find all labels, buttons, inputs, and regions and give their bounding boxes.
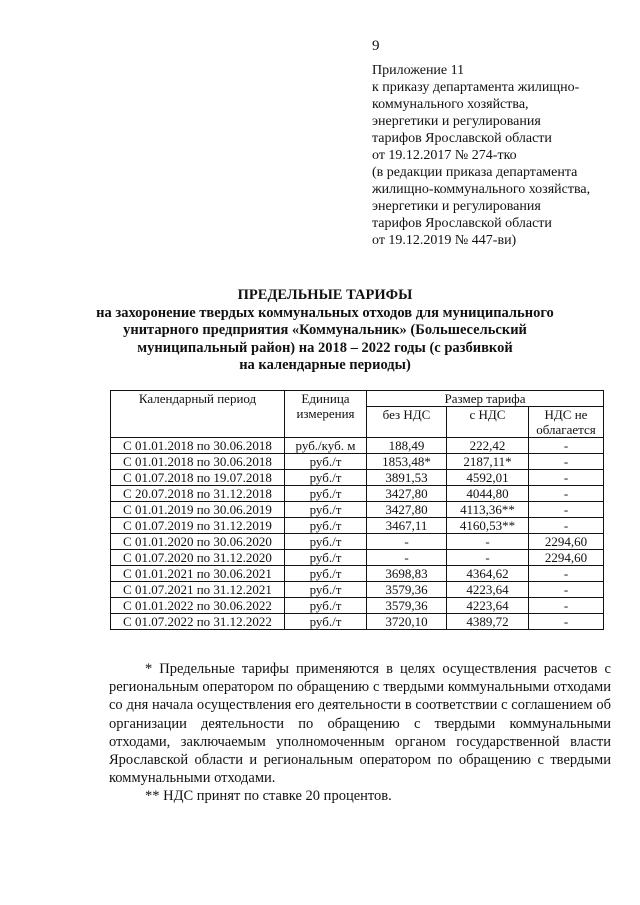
cell-without-vat: - — [367, 550, 447, 566]
header-unit: Единица измерения — [285, 391, 367, 438]
cell-unit: руб./т — [285, 454, 367, 470]
appendix-line: от 19.12.2019 № 447-ви) — [372, 233, 517, 248]
cell-without-vat: 188,49 — [367, 438, 447, 454]
cell-period: С 01.01.2021 по 30.06.2021 — [111, 566, 285, 582]
table-row — [111, 470, 604, 486]
tariff-table — [110, 390, 604, 630]
appendix-line: тарифов Ярославской области — [372, 216, 552, 231]
cell-with-vat: 4044,80 — [447, 486, 529, 502]
cell-unit: руб./т — [285, 566, 367, 582]
cell-without-vat: - — [367, 534, 447, 550]
table-row — [111, 582, 604, 598]
table-row — [111, 614, 604, 630]
title-line: на календарные периоды) — [239, 357, 411, 373]
cell-period: С 01.07.2018 по 19.07.2018 — [111, 470, 285, 486]
document-title — [95, 287, 555, 375]
appendix-line: коммунального хозяйства, — [372, 97, 529, 112]
cell-vat-exempt: - — [529, 470, 604, 486]
appendix-line: от 19.12.2017 № 274-тко — [372, 148, 517, 163]
cell-vat-exempt: - — [529, 486, 604, 502]
table-row — [111, 518, 604, 534]
cell-unit: руб./т — [285, 486, 367, 502]
cell-period: С 01.01.2020 по 30.06.2020 — [111, 534, 285, 550]
cell-period: С 01.07.2021 по 31.12.2021 — [111, 582, 285, 598]
title-line: унитарного предприятия «Коммунальник» (Большесельский — [123, 322, 527, 338]
cell-vat-exempt: - — [529, 502, 604, 518]
cell-period: С 01.01.2018 по 30.06.2018 — [111, 438, 285, 454]
cell-unit: руб./т — [285, 518, 367, 534]
header-without-vat: без НДС — [367, 407, 447, 438]
cell-without-vat: 3427,80 — [367, 502, 447, 518]
appendix-line: энергетики и регулирования — [372, 114, 541, 129]
appendix-line: Приложение 11 — [372, 63, 465, 78]
cell-vat-exempt: - — [529, 518, 604, 534]
cell-period: С 01.01.2022 по 30.06.2022 — [111, 598, 285, 614]
cell-vat-exempt: - — [529, 438, 604, 454]
cell-with-vat: 4223,64 — [447, 582, 529, 598]
footnotes — [109, 660, 611, 806]
footnote-vat-rate: ** НДС принят по ставке 20 процентов. — [145, 788, 392, 805]
cell-without-vat: 3467,11 — [367, 518, 447, 534]
cell-vat-exempt: - — [529, 598, 604, 614]
cell-vat-exempt: 2294,60 — [529, 534, 604, 550]
cell-vat-exempt: 2294,60 — [529, 550, 604, 566]
cell-without-vat: 3891,53 — [367, 470, 447, 486]
cell-without-vat: 1853,48* — [367, 454, 447, 470]
cell-with-vat: 4389,72 — [447, 614, 529, 630]
cell-unit: руб./куб. м — [285, 438, 367, 454]
cell-with-vat: 222,42 — [447, 438, 529, 454]
cell-without-vat: 3698,83 — [367, 566, 447, 582]
cell-unit: руб./т — [285, 550, 367, 566]
cell-without-vat: 3579,36 — [367, 582, 447, 598]
cell-unit: руб./т — [285, 614, 367, 630]
cell-unit: руб./т — [285, 598, 367, 614]
cell-unit: руб./т — [285, 534, 367, 550]
header-with-vat: с НДС — [447, 407, 529, 438]
cell-with-vat: 4592,01 — [447, 470, 529, 486]
table-row — [111, 550, 604, 566]
cell-vat-exempt: - — [529, 566, 604, 582]
table-row — [111, 454, 604, 470]
cell-unit: руб./т — [285, 502, 367, 518]
title-heading: ПРЕДЕЛЬНЫЕ ТАРИФЫ — [237, 287, 413, 303]
cell-without-vat: 3579,36 — [367, 598, 447, 614]
table-row — [111, 438, 604, 454]
cell-without-vat: 3720,10 — [367, 614, 447, 630]
cell-period: С 01.07.2019 по 31.12.2019 — [111, 518, 285, 534]
appendix-line: жилищно-коммунального хозяйства, — [372, 182, 591, 197]
cell-unit: руб./т — [285, 470, 367, 486]
cell-with-vat: - — [447, 534, 529, 550]
appendix-reference — [372, 62, 632, 249]
appendix-line: к приказу департамента жилищно- — [372, 80, 580, 95]
cell-with-vat: 4223,64 — [447, 598, 529, 614]
cell-vat-exempt: - — [529, 582, 604, 598]
cell-vat-exempt: - — [529, 454, 604, 470]
header-tariff-size: Размер тарифа — [367, 391, 604, 407]
table-row — [111, 534, 604, 550]
cell-period: С 01.07.2020 по 31.12.2020 — [111, 550, 285, 566]
appendix-line: (в редакции приказа департамента — [372, 165, 578, 180]
cell-period: С 01.01.2018 по 30.06.2018 — [111, 454, 285, 470]
cell-without-vat: 3427,80 — [367, 486, 447, 502]
cell-with-vat: 2187,11* — [447, 454, 529, 470]
cell-unit: руб./т — [285, 582, 367, 598]
appendix-line: энергетики и регулирования — [372, 199, 541, 214]
table-row — [111, 566, 604, 582]
table-row — [111, 598, 604, 614]
cell-period: С 01.07.2022 по 31.12.2022 — [111, 614, 285, 630]
cell-with-vat: 4160,53** — [447, 518, 529, 534]
appendix-line: тарифов Ярославской области — [372, 131, 552, 146]
page-number: 9 — [372, 38, 380, 54]
table-row — [111, 486, 604, 502]
title-line: муниципальный район) на 2018 – 2022 годы (с разбивкой — [137, 339, 513, 356]
cell-with-vat: 4113,36** — [447, 502, 529, 518]
cell-period: С 01.01.2019 по 30.06.2019 — [111, 502, 285, 518]
header-vat-exempt: НДС не облагается — [529, 407, 604, 438]
header-period: Календарный период — [111, 391, 285, 438]
cell-period: С 20.07.2018 по 31.12.2018 — [111, 486, 285, 502]
footnote-tariff-usage: * Предельные тарифы применяются в целях осуществления расчетов с региональным оператором по обращению с твердыми коммунальными отходами со дня начала осуществления его деятельности в соответствии с соглашением об организации деятельности по обращению с твердыми коммунальными отходами, заключаемым уполномоченным органом государственной власти Ярославской области и региональным оператором по обращению с твердыми коммунальными отходами. — [109, 661, 611, 787]
cell-with-vat: - — [447, 550, 529, 566]
title-line: на захоронение твердых коммунальных отходов для муниципального — [96, 304, 554, 321]
cell-vat-exempt: - — [529, 614, 604, 630]
cell-with-vat: 4364,62 — [447, 566, 529, 582]
table-row — [111, 502, 604, 518]
